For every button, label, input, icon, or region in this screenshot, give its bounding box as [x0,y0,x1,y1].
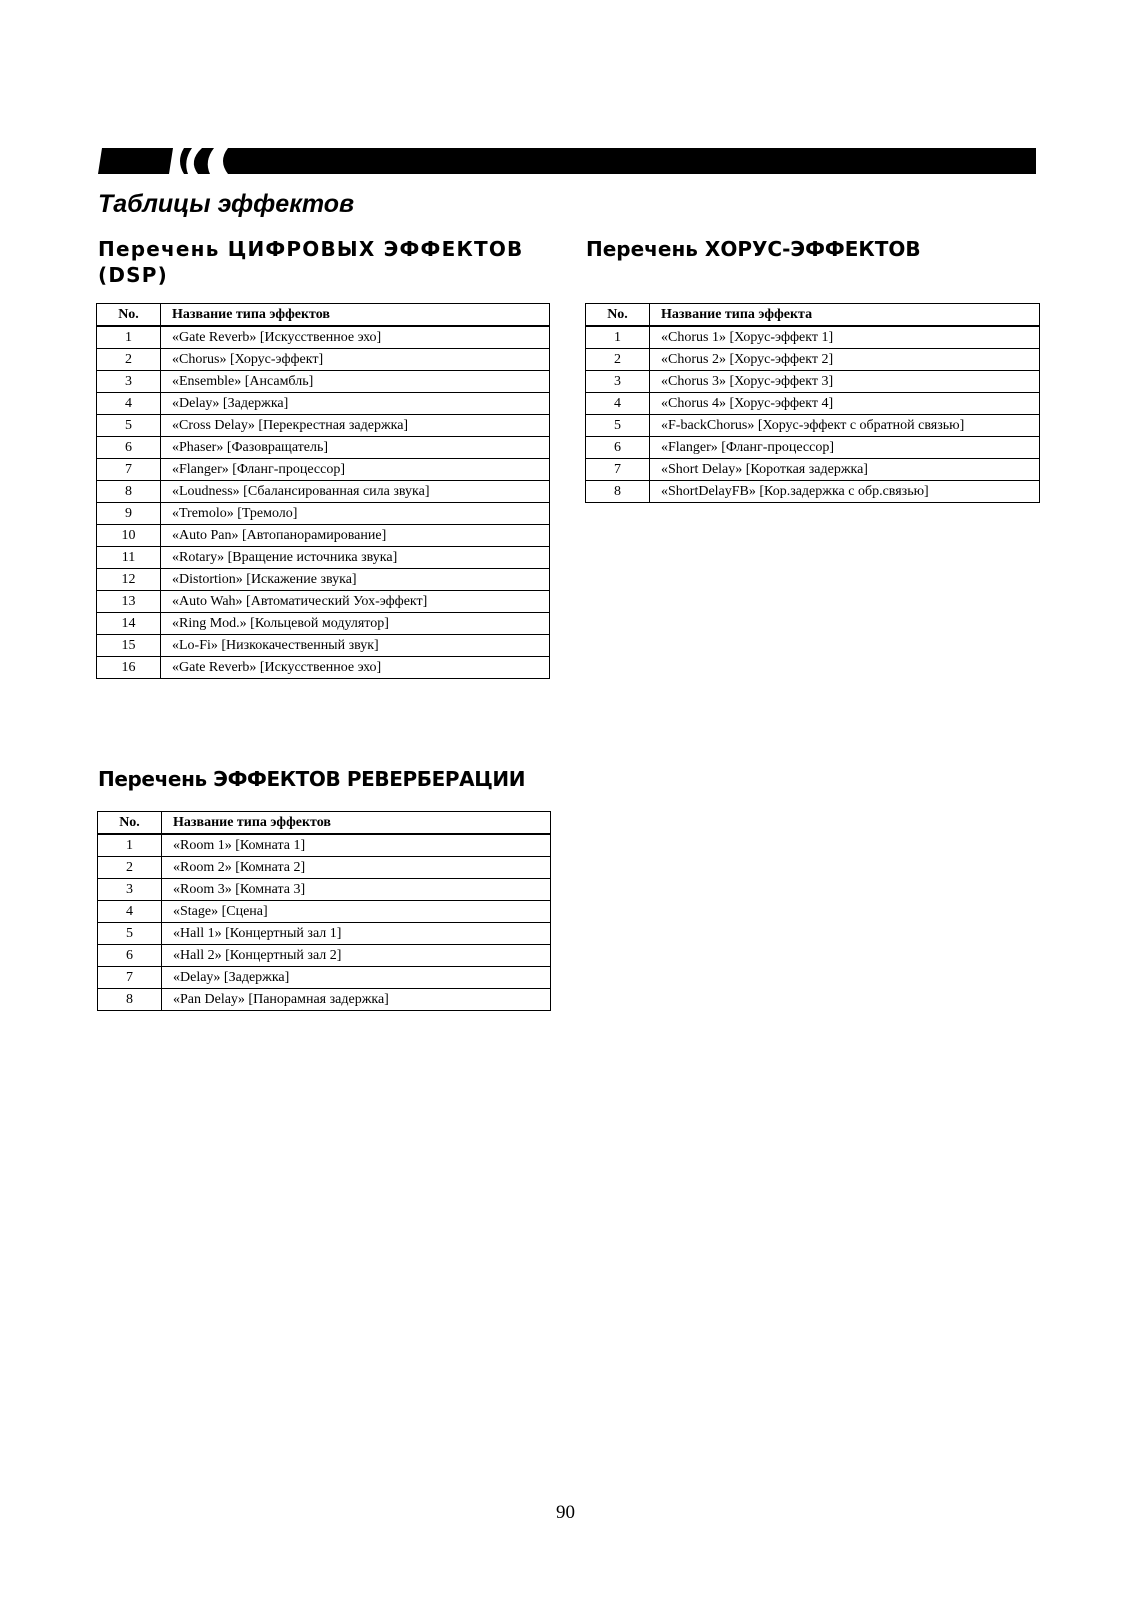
row-number-cell: 7 [586,459,650,481]
effect-name-cell: «Ensemble» [Ансамбль] [161,371,550,393]
table-row [97,437,550,459]
row-number-cell: 14 [97,613,161,635]
page-title: Таблицы эффектов [98,190,355,218]
table-row [97,635,550,657]
column-header-no: No. [586,304,650,327]
row-number-cell: 4 [98,901,162,923]
row-number-cell: 16 [97,657,161,679]
reverb-effects-table [97,811,551,1011]
effect-name-cell: «Flanger» [Фланг-процессор] [650,437,1040,459]
row-number-cell: 15 [97,635,161,657]
row-number-cell: 7 [98,967,162,989]
row-number-cell: 8 [98,989,162,1011]
row-number-cell: 6 [586,437,650,459]
row-number-cell: 9 [97,503,161,525]
effect-name-cell: «Rotary» [Вращение источника звука] [161,547,550,569]
effect-name-cell: «Gate Reverb» [Искусственное эхо] [161,326,550,349]
effect-name-cell: «Delay» [Задержка] [161,393,550,415]
table-row [97,547,550,569]
column-header-no: No. [97,304,161,327]
row-number-cell: 13 [97,591,161,613]
table-row [97,393,550,415]
effect-name-cell: «Chorus» [Хорус-эффект] [161,349,550,371]
header-bar [98,148,1036,174]
table-row [98,857,551,879]
effect-name-cell: «Chorus 4» [Хорус-эффект 4] [650,393,1040,415]
table-row [98,923,551,945]
row-number-cell: 2 [98,857,162,879]
effect-name-cell: «Gate Reverb» [Искусственное эхо] [161,657,550,679]
effect-name-cell: «Room 1» [Комната 1] [162,834,551,857]
table-row [97,349,550,371]
effect-name-cell: «Delay» [Задержка] [162,967,551,989]
effect-name-cell: «Room 3» [Комната 3] [162,879,551,901]
row-number-cell: 1 [97,326,161,349]
column-header-name: Название типа эффектов [161,304,550,327]
column-header-no: No. [98,812,162,835]
row-number-cell: 11 [97,547,161,569]
effect-name-cell: «Tremolo» [Тремоло] [161,503,550,525]
row-number-cell: 8 [97,481,161,503]
row-number-cell: 5 [98,923,162,945]
table-row [98,989,551,1011]
table-row [586,415,1040,437]
chorus-effects-table [585,303,1040,503]
table-row [98,834,551,857]
effect-name-cell: «Auto Pan» [Автопанорамирование] [161,525,550,547]
table-row [586,437,1040,459]
table-row [98,901,551,923]
table-row [97,591,550,613]
effect-name-cell: «Hall 2» [Концертный зал 2] [162,945,551,967]
effect-name-cell: «Lo-Fi» [Низкокачественный звук] [161,635,550,657]
row-number-cell: 2 [586,349,650,371]
effect-name-cell: «Room 2» [Комната 2] [162,857,551,879]
row-number-cell: 4 [97,393,161,415]
chorus-section-title: Перечень ХОРУС-ЭФФЕКТОВ [586,237,921,261]
table-row [97,459,550,481]
table-row [97,326,550,349]
effect-name-cell: «Loudness» [Сбалансированная сила звука] [161,481,550,503]
table-row [98,879,551,901]
table-header-row [98,812,551,835]
table-row [97,415,550,437]
table-row [97,657,550,679]
table-header-row [97,304,550,327]
effect-name-cell: «Ring Mod.» [Кольцевой модулятор] [161,613,550,635]
reverb-section-title: Перечень ЭФФЕКТОВ РЕВЕРБЕРАЦИИ [98,767,526,791]
table-row [97,503,550,525]
effect-name-cell: «Distortion» [Искажение звука] [161,569,550,591]
effect-name-cell: «Cross Delay» [Перекрестная задержка] [161,415,550,437]
effect-name-cell: «Chorus 3» [Хорус-эффект 3] [650,371,1040,393]
effect-name-cell: «Pan Delay» [Панорамная задержка] [162,989,551,1011]
table-row [586,481,1040,503]
row-number-cell: 1 [98,834,162,857]
effect-name-cell: «Hall 1» [Концертный зал 1] [162,923,551,945]
row-number-cell: 3 [98,879,162,901]
table-row [97,525,550,547]
effect-name-cell: «Chorus 1» [Хорус-эффект 1] [650,326,1040,349]
table-row [586,459,1040,481]
column-header-name: Название типа эффекта [650,304,1040,327]
row-number-cell: 2 [97,349,161,371]
table-row [97,613,550,635]
effect-name-cell: «Phaser» [Фазовращатель] [161,437,550,459]
row-number-cell: 3 [97,371,161,393]
effect-name-cell: «Auto Wah» [Автоматический Уох-эффект] [161,591,550,613]
table-row [586,349,1040,371]
row-number-cell: 5 [586,415,650,437]
dsp-effects-table [96,303,550,679]
effect-name-cell: «F-backChorus» [Хорус-эффект с обратной связью] [650,415,1040,437]
page-number: 90 [556,1502,575,1523]
effect-name-cell: «Flanger» [Фланг-процессор] [161,459,550,481]
table-row [98,945,551,967]
table-row [98,967,551,989]
table-row [586,371,1040,393]
row-number-cell: 8 [586,481,650,503]
row-number-cell: 10 [97,525,161,547]
row-number-cell: 5 [97,415,161,437]
row-number-cell: 12 [97,569,161,591]
row-number-cell: 6 [97,437,161,459]
effect-name-cell: «ShortDelayFB» [Кор.задержка с обр.связью] [650,481,1040,503]
row-number-cell: 7 [97,459,161,481]
effect-name-cell: «Chorus 2» [Хорус-эффект 2] [650,349,1040,371]
table-row [97,481,550,503]
effect-name-cell: «Short Delay» [Короткая задержка] [650,459,1040,481]
table-row [586,393,1040,415]
header-bar-graphic [98,148,1036,174]
table-row [586,326,1040,349]
effect-name-cell: «Stage» [Сцена] [162,901,551,923]
row-number-cell: 4 [586,393,650,415]
dsp-section-title: Перечень ЦИФРОВЫХ ЭФФЕКТОВ (DSP) [98,237,524,287]
table-row [97,569,550,591]
row-number-cell: 1 [586,326,650,349]
row-number-cell: 6 [98,945,162,967]
table-header-row [586,304,1040,327]
table-row [97,371,550,393]
row-number-cell: 3 [586,371,650,393]
column-header-name: Название типа эффектов [162,812,551,835]
